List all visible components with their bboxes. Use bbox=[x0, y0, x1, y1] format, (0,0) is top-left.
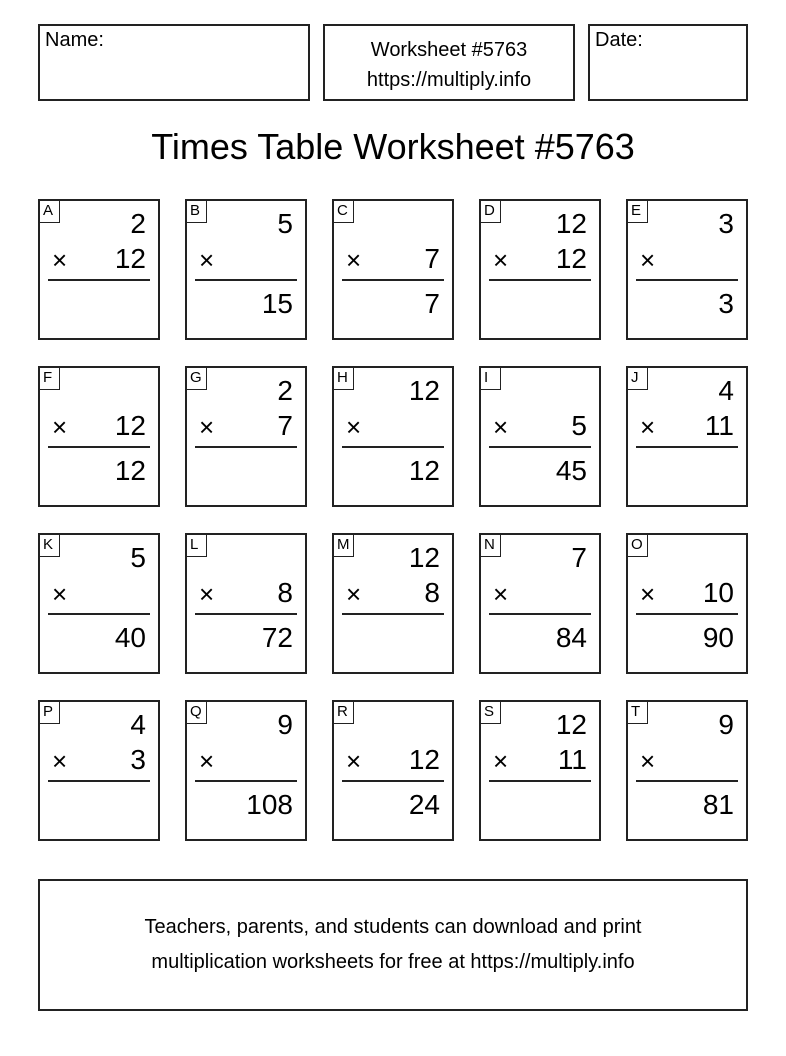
problem-card[interactable] bbox=[332, 366, 454, 507]
answer-rule bbox=[48, 780, 150, 782]
times-icon: × bbox=[52, 245, 68, 275]
times-icon: × bbox=[52, 746, 68, 776]
problem-top-number: 3 bbox=[718, 208, 734, 239]
problem-answer: 72 bbox=[261, 622, 293, 653]
answer-rule bbox=[48, 446, 150, 448]
problem-answer: 45 bbox=[555, 455, 587, 486]
problem-top-number: 5 bbox=[130, 542, 146, 573]
problem-top-number: 9 bbox=[718, 709, 734, 740]
times-icon: × bbox=[346, 412, 362, 442]
problem-multiplier: 12 bbox=[114, 243, 146, 274]
problem-letter: J bbox=[628, 368, 648, 390]
problem-letter: D bbox=[481, 201, 501, 223]
problem-top-number: 5 bbox=[277, 208, 293, 239]
problem-multiplier: 7 bbox=[277, 410, 293, 441]
answer-rule bbox=[342, 446, 444, 448]
answer-rule bbox=[636, 613, 738, 615]
problem-top-number: 12 bbox=[408, 542, 440, 573]
problem-letter: C bbox=[334, 201, 354, 223]
times-icon: × bbox=[199, 412, 215, 442]
problem-multiplier: 12 bbox=[408, 744, 440, 775]
problem-letter: F bbox=[40, 368, 60, 390]
problem-card[interactable] bbox=[38, 533, 160, 674]
problem-top-number: 7 bbox=[571, 542, 587, 573]
times-icon: × bbox=[493, 746, 509, 776]
problem-letter: M bbox=[334, 535, 354, 557]
problem-answer: 12 bbox=[408, 455, 440, 486]
times-icon: × bbox=[493, 245, 509, 275]
problem-top-number: 9 bbox=[277, 709, 293, 740]
answer-rule bbox=[342, 279, 444, 281]
problem-card[interactable] bbox=[332, 199, 454, 340]
answer-rule bbox=[195, 613, 297, 615]
problem-multiplier: 8 bbox=[277, 577, 293, 608]
problem-multiplier: 10 bbox=[702, 577, 734, 608]
problem-top-number: 12 bbox=[408, 375, 440, 406]
footer-line-2: multiplication worksheets for free at https://multiply.info bbox=[151, 951, 635, 973]
times-icon: × bbox=[52, 579, 68, 609]
times-icon: × bbox=[493, 579, 509, 609]
footer-box bbox=[38, 879, 748, 1011]
name-label: Name: bbox=[45, 29, 104, 51]
problem-card[interactable] bbox=[185, 199, 307, 340]
times-icon: × bbox=[640, 245, 656, 275]
problem-letter: K bbox=[40, 535, 60, 557]
problem-card[interactable] bbox=[38, 700, 160, 841]
problem-letter: G bbox=[187, 368, 207, 390]
answer-rule bbox=[195, 780, 297, 782]
answer-rule bbox=[195, 279, 297, 281]
times-icon: × bbox=[199, 245, 215, 275]
answer-rule bbox=[342, 613, 444, 615]
problem-card[interactable] bbox=[332, 533, 454, 674]
problem-letter: A bbox=[40, 201, 60, 223]
worksheet-url: https://multiply.info bbox=[366, 69, 532, 91]
problem-letter: H bbox=[334, 368, 354, 390]
answer-rule bbox=[636, 446, 738, 448]
answer-rule bbox=[195, 446, 297, 448]
times-icon: × bbox=[346, 746, 362, 776]
problem-card[interactable] bbox=[626, 366, 748, 507]
problem-answer: 90 bbox=[702, 622, 734, 653]
answer-rule bbox=[342, 780, 444, 782]
problem-card[interactable] bbox=[332, 700, 454, 841]
times-icon: × bbox=[199, 746, 215, 776]
answer-rule bbox=[489, 446, 591, 448]
problem-answer: 108 bbox=[246, 789, 293, 820]
problem-top-number: 2 bbox=[130, 208, 146, 239]
answer-rule bbox=[48, 279, 150, 281]
problem-card[interactable] bbox=[185, 700, 307, 841]
page-title: Times Table Worksheet #5763 bbox=[151, 126, 635, 167]
problem-letter: P bbox=[40, 702, 60, 724]
problem-answer: 81 bbox=[702, 789, 734, 820]
times-icon: × bbox=[346, 245, 362, 275]
problem-card[interactable] bbox=[626, 700, 748, 841]
problem-letter: B bbox=[187, 201, 207, 223]
times-icon: × bbox=[346, 579, 362, 609]
problem-multiplier: 3 bbox=[130, 744, 146, 775]
times-icon: × bbox=[199, 579, 215, 609]
times-icon: × bbox=[640, 746, 656, 776]
footer-line-1: Teachers, parents, and students can download and print bbox=[144, 916, 642, 938]
problem-card[interactable] bbox=[185, 366, 307, 507]
times-icon: × bbox=[640, 412, 656, 442]
problem-top-number: 4 bbox=[130, 709, 146, 740]
answer-rule bbox=[636, 279, 738, 281]
times-icon: × bbox=[52, 412, 68, 442]
problem-top-number: 2 bbox=[277, 375, 293, 406]
problem-answer: 84 bbox=[555, 622, 587, 653]
worksheet-number: Worksheet #5763 bbox=[370, 39, 528, 61]
answer-rule bbox=[489, 279, 591, 281]
problem-card[interactable] bbox=[626, 199, 748, 340]
answer-rule bbox=[636, 780, 738, 782]
answer-rule bbox=[48, 613, 150, 615]
problem-multiplier: 11 bbox=[557, 744, 587, 775]
problem-card[interactable] bbox=[479, 533, 601, 674]
problem-letter: R bbox=[334, 702, 354, 724]
problem-answer: 12 bbox=[114, 455, 146, 486]
problem-letter: S bbox=[481, 702, 501, 724]
problem-card[interactable] bbox=[626, 533, 748, 674]
problem-card[interactable] bbox=[38, 366, 160, 507]
problem-card[interactable] bbox=[38, 199, 160, 340]
answer-rule bbox=[489, 780, 591, 782]
problem-card[interactable] bbox=[479, 366, 601, 507]
times-icon: × bbox=[493, 412, 509, 442]
problem-answer: 24 bbox=[408, 789, 440, 820]
problem-letter: I bbox=[481, 368, 501, 390]
problem-answer: 3 bbox=[718, 288, 734, 319]
problem-letter: L bbox=[187, 535, 207, 557]
problem-letter: N bbox=[481, 535, 501, 557]
problem-card[interactable] bbox=[479, 700, 601, 841]
problem-multiplier: 12 bbox=[555, 243, 587, 274]
problem-letter: E bbox=[628, 201, 648, 223]
problem-card[interactable] bbox=[479, 199, 601, 340]
problem-answer: 15 bbox=[261, 288, 293, 319]
problem-letter: Q bbox=[187, 702, 207, 724]
problem-letter: T bbox=[628, 702, 648, 724]
problem-letter: O bbox=[628, 535, 648, 557]
problem-answer: 40 bbox=[114, 622, 146, 653]
date-label: Date: bbox=[595, 29, 643, 51]
problem-multiplier: 8 bbox=[424, 577, 440, 608]
problem-multiplier: 11 bbox=[704, 410, 734, 441]
answer-rule bbox=[489, 613, 591, 615]
problem-answer: 7 bbox=[424, 288, 440, 319]
problem-top-number: 12 bbox=[555, 208, 587, 239]
problem-card[interactable] bbox=[185, 533, 307, 674]
problem-multiplier: 12 bbox=[114, 410, 146, 441]
times-icon: × bbox=[640, 579, 656, 609]
problem-multiplier: 7 bbox=[424, 243, 440, 274]
problem-multiplier: 5 bbox=[571, 410, 587, 441]
problem-top-number: 4 bbox=[718, 375, 734, 406]
problem-top-number: 12 bbox=[555, 709, 587, 740]
